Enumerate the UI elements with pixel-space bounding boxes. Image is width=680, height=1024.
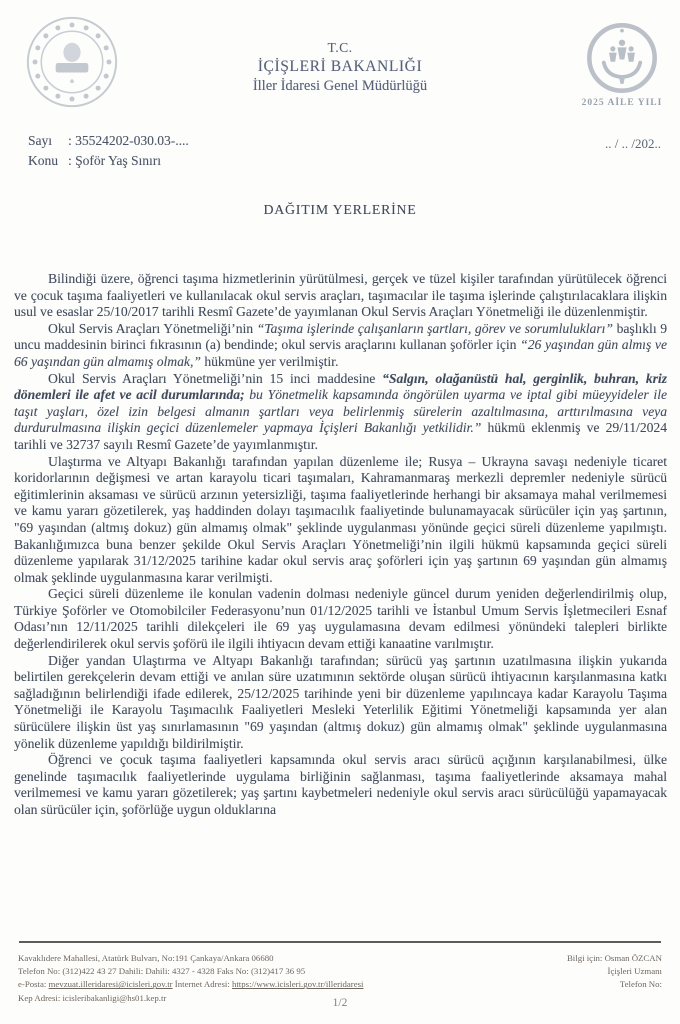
footer-address: Kavaklıdere Mahallesi, Atatürk Bulvarı, No:191 Çankaya/Ankara 06680 (18, 953, 274, 963)
paragraph-run: Diğer yandan Ulaştırma ve Altyapı Bakanlığı tarafından; sürücü yaş şartının uzatılmasına ilişkin yukarıda belirtilen gerekçelerin devam ettiği ve anılan süre uzatımının sektörde oluşan sürücü ihtiyacının karşılanmasına katkı sağladığının belirlendiği ifade edilerek, 25/12/2025 tarihinde yeni bir düzenleme yapılıncaya kadar Karayolu Taşıma Yönetmeliği ile Karayolu Taşımacılık Faaliyetleri Mesleki Yeterlilik Eğitimi Yönetmeliği kapsamında yer alan sürücülere ilişkin üst yaş sınırlamasının "69 yaşından (altmış dokuz) gün almamış olmak" şeklinde uygulanmasına yönelik düzenleme yapıldığı bildirilmiştir. (14, 652, 667, 751)
paragraph (14, 653, 667, 753)
paragraph-run: “26 yaşından gün almış ve 66 yaşından gün almamış olmak,” (14, 337, 667, 369)
konu-value: : Şoför Yaş Sınırı (68, 152, 162, 168)
header-ministry: İÇİŞLERİ BAKANLIĞI (257, 58, 423, 75)
document-meta (28, 131, 189, 170)
paragraph-run: Okul Servis Araçları Yönetmeliği’nin 15 inci maddesine (48, 370, 383, 386)
paragraph (14, 271, 667, 321)
paragraph (14, 752, 667, 818)
footer-eposta-line (18, 978, 364, 991)
sayi-row (28, 131, 189, 151)
sayi-label: Sayı (28, 133, 53, 148)
paragraph (14, 454, 667, 587)
paragraph-run: Ulaştırma ve Altyapı Bakanlığı tarafından yapılan düzenleme ile; Rusya – Ukrayna savaşı nedeniyle ticaret koridorlarının değişmesi ve artan karayolu ticari taşımaları, Kahramanmaraş merkezli depremler nedeniyle sürücü eğitimlerinin aksaması ve sürücü arzının yetersizliği, taşıma faaliyetlerinde herhangi bir aksamaya mahal verilmemesi ve kamu yararı gözetilerek, yaş haddinden dolayı taşımacılık faaliyetinde bulunamayacak sürücüler için yaş şartının, "69 yaşından (altmış dokuz) gün almamış olmak" şeklinde uygulanması yönünde geçici süreli düzenleme yapılmıştı. Bakanlığımızca buna benzer şekilde Okul Servis Araçları Yönetmeliği’nin ilgili hükmü kapsamında geçici süreli düzenleme yapılarak 31/12/2025 tarihine kadar okul servis araç şoförleri için yaş şartının 69 yaşından gün almamış olmak şeklinde uygulanmasına karar verilmişti. (14, 453, 667, 585)
sayi-value: : 35524202-030.03-.... (68, 133, 189, 148)
konu-row (28, 151, 189, 171)
footer-contact-name: Bilgi için: Osman ÖZCAN (566, 953, 662, 963)
family-year-caption: 2025 AİLE YILI (581, 98, 663, 108)
footer-phone: Telefon No: (312)422 43 27 Dahili: Dahili: 4327 - 4328 Faks No: (312)417 36 95 (18, 966, 306, 977)
paragraph (14, 586, 667, 652)
header-tc: T.C. (327, 40, 353, 55)
letterhead (0, 40, 680, 95)
paragraph (14, 321, 667, 371)
paragraph-run: “Taşıma işlerinde çalışanların şartları, görev ve sorumlulukları” (256, 320, 613, 336)
distribution-title: DAĞITIM YERLERİNE (263, 202, 417, 217)
paragraph (14, 371, 667, 454)
page-number: 1/2 (332, 997, 348, 1009)
eposta-link[interactable]: mevzuat.illeridaresi@icisleri.gov.tr (48, 979, 173, 990)
footer-kep: Kep Adresi: icisleribakanligi@hs01.kep.tr (18, 992, 167, 1003)
paragraph-run: Bilindiği üzere, öğrenci taşıma hizmetlerinin yürütülmesi, gerçek ve tüzel kişiler tarafından yürütülecek öğrenci ve çocuk taşıma faaliyetleri ve kullanılacak okul servis araçları, taşımacılar ile taşıma işlerinde çalıştırılacaklara ilişkin usul ve esaslar 25/10/2017 tarihli Resmî Gazete’de yayımlanan Okul Servis Araçları Yönetmeliği ile düzenlenmiştir. (14, 271, 667, 320)
paragraph-run: bu Yönetmelik kapsamında öngörülen uyarma ve iptal gibi müeyyideler ile taşıt yaşları, özel izin belgesi almanın şartları veya belirlenmiş sürelerin azaltılmasına, arttırılmasına veya durdurulmasına ilişkin geçici düzenlemeler yapmaya İçişleri Bakanlığı yetkilidir.” (14, 387, 668, 436)
date-field: .. / .. /202.. (605, 136, 661, 151)
internet-label: İnternet Adresi: (172, 979, 232, 990)
paragraph-run: başlıklı 9 uncu maddesinin birinci fıkrasının (a) bendinde; okul servis araçlarını kullanan şoförler için (14, 320, 667, 353)
paragraph-run: “Salgın, olağanüstü hal, gerginlik, buhran, kriz dönemleri ile afet ve acil durumlarında; (14, 370, 667, 403)
paragraph-run: hükmüne yer verilmiştir. (200, 353, 339, 369)
paragraph-run: Okul Servis Araçları Yönetmeliği’nin (48, 320, 257, 336)
paragraph-run: Öğrenci ve çocuk taşıma faaliyetleri kapsamında okul servis aracı sürücü açığının karşılanabilmesi, ülke genelinde taşımacılık faaliyetlerinde uygulama birliğinin sağlanması, taşıma faaliyetlerinde aksamaya mahal verilmemesi ve kamu yararı gözetilerek; yaş şartını kaybetmeleri nedeniyle okul servis aracı sürücülüğü yapamayacak olan sürücüler için, şoförlüğe uygun olduklarına (14, 752, 667, 817)
konu-label: Konu (28, 152, 58, 168)
footer-contact-phone: Telefon No: (619, 979, 662, 990)
footer-divider (19, 941, 661, 943)
footer-contact-title: İçişleri Uzmanı (607, 966, 662, 977)
header-directorate: İller İdaresi Genel Müdürlüğü (252, 78, 428, 94)
internet-link[interactable]: https://www.icisleri.gov.tr/illeridaresi (231, 979, 364, 990)
paragraph-run: Geçici süreli düzenleme ile konulan vadenin dolması nedeniyle güncel durum yeniden değerlendirilmiş olup, Türkiye Şoförler ve Otomobilciler Federasyonu’nun 01/12/2025 tarihli ve İstanbul Umum Servis İşletmecileri Esnaf Odası’nın 12/11/2025 tarihli dilekçeleri ile 69 yaş uygulamasına devam edilmesi yönündeki talepleri birlikte değerlendirilerek okul servis şoförü ile ilgili ihtiyacın devam ettiği kanaatine varılmıştır. (14, 586, 667, 652)
paragraph-run: hükmü eklenmiş ve 29/11/2024 tarihli ve 32737 sayılı Resmî Gazete’de yayımlanmıştır. (14, 420, 668, 452)
eposta-label: e-Posta: (18, 979, 49, 990)
document-body (14, 271, 667, 819)
